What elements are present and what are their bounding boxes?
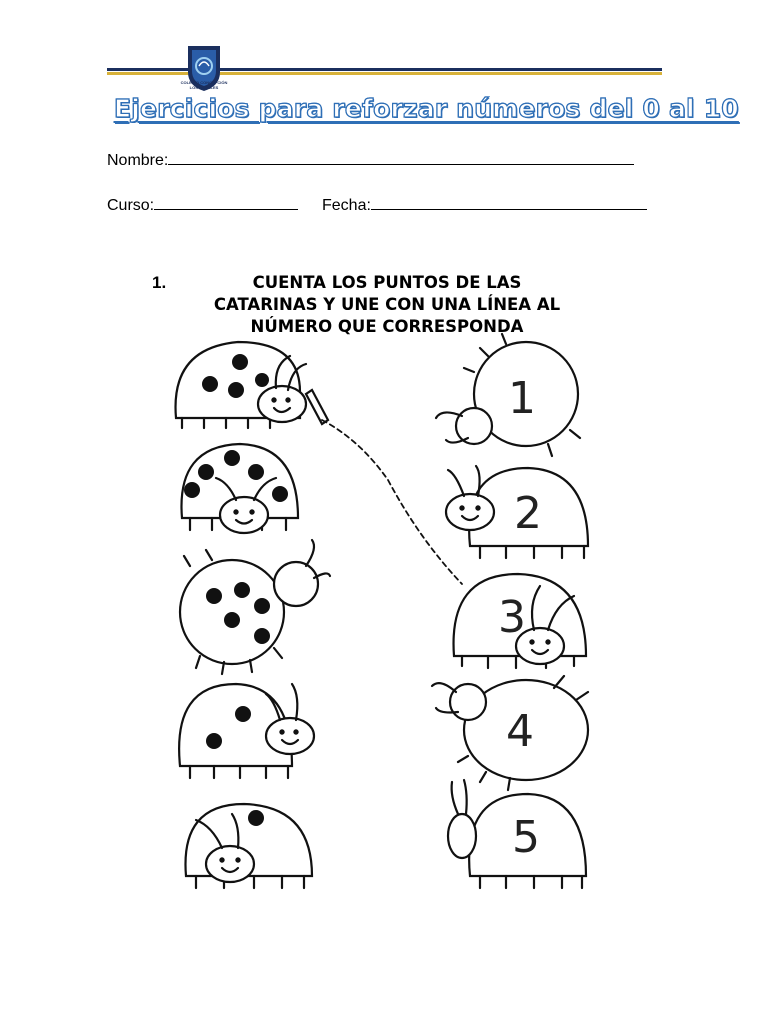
example-dashed-line: [322, 420, 462, 584]
left-ladybug-1[interactable]: [176, 342, 328, 428]
right-number-3: 3: [498, 592, 526, 643]
worksheet-title: Ejercicios para reforzar números del 0 al 10: [114, 94, 739, 123]
nombre-label: Nombre:: [107, 152, 169, 169]
right-number-4: 4: [506, 706, 534, 757]
fecha-label: Fecha:: [322, 197, 371, 214]
right-number-2: 2: [514, 488, 542, 539]
instruction-line-2: CATARINAS Y UNE CON UNA LÍNEA AL: [213, 295, 561, 314]
exercise-number: 1.: [152, 273, 167, 292]
instruction-line-3: NÚMERO QUE CORRESPONDA: [250, 317, 524, 336]
curso-label: Curso:: [107, 197, 155, 214]
logo-caption-line-2: LOS ÁNGELES: [189, 84, 219, 90]
instruction-line-1: CUENTA LOS PUNTOS DE LAS: [252, 273, 522, 292]
logo-caption-line-1: COLEGIO CONCEPCIÓN: [180, 80, 228, 85]
left-ladybug-5-dots: [248, 810, 264, 826]
right-number-1: 1: [508, 373, 536, 424]
left-ladybug-4[interactable]: [179, 684, 314, 778]
right-number-5: 5: [512, 812, 540, 863]
